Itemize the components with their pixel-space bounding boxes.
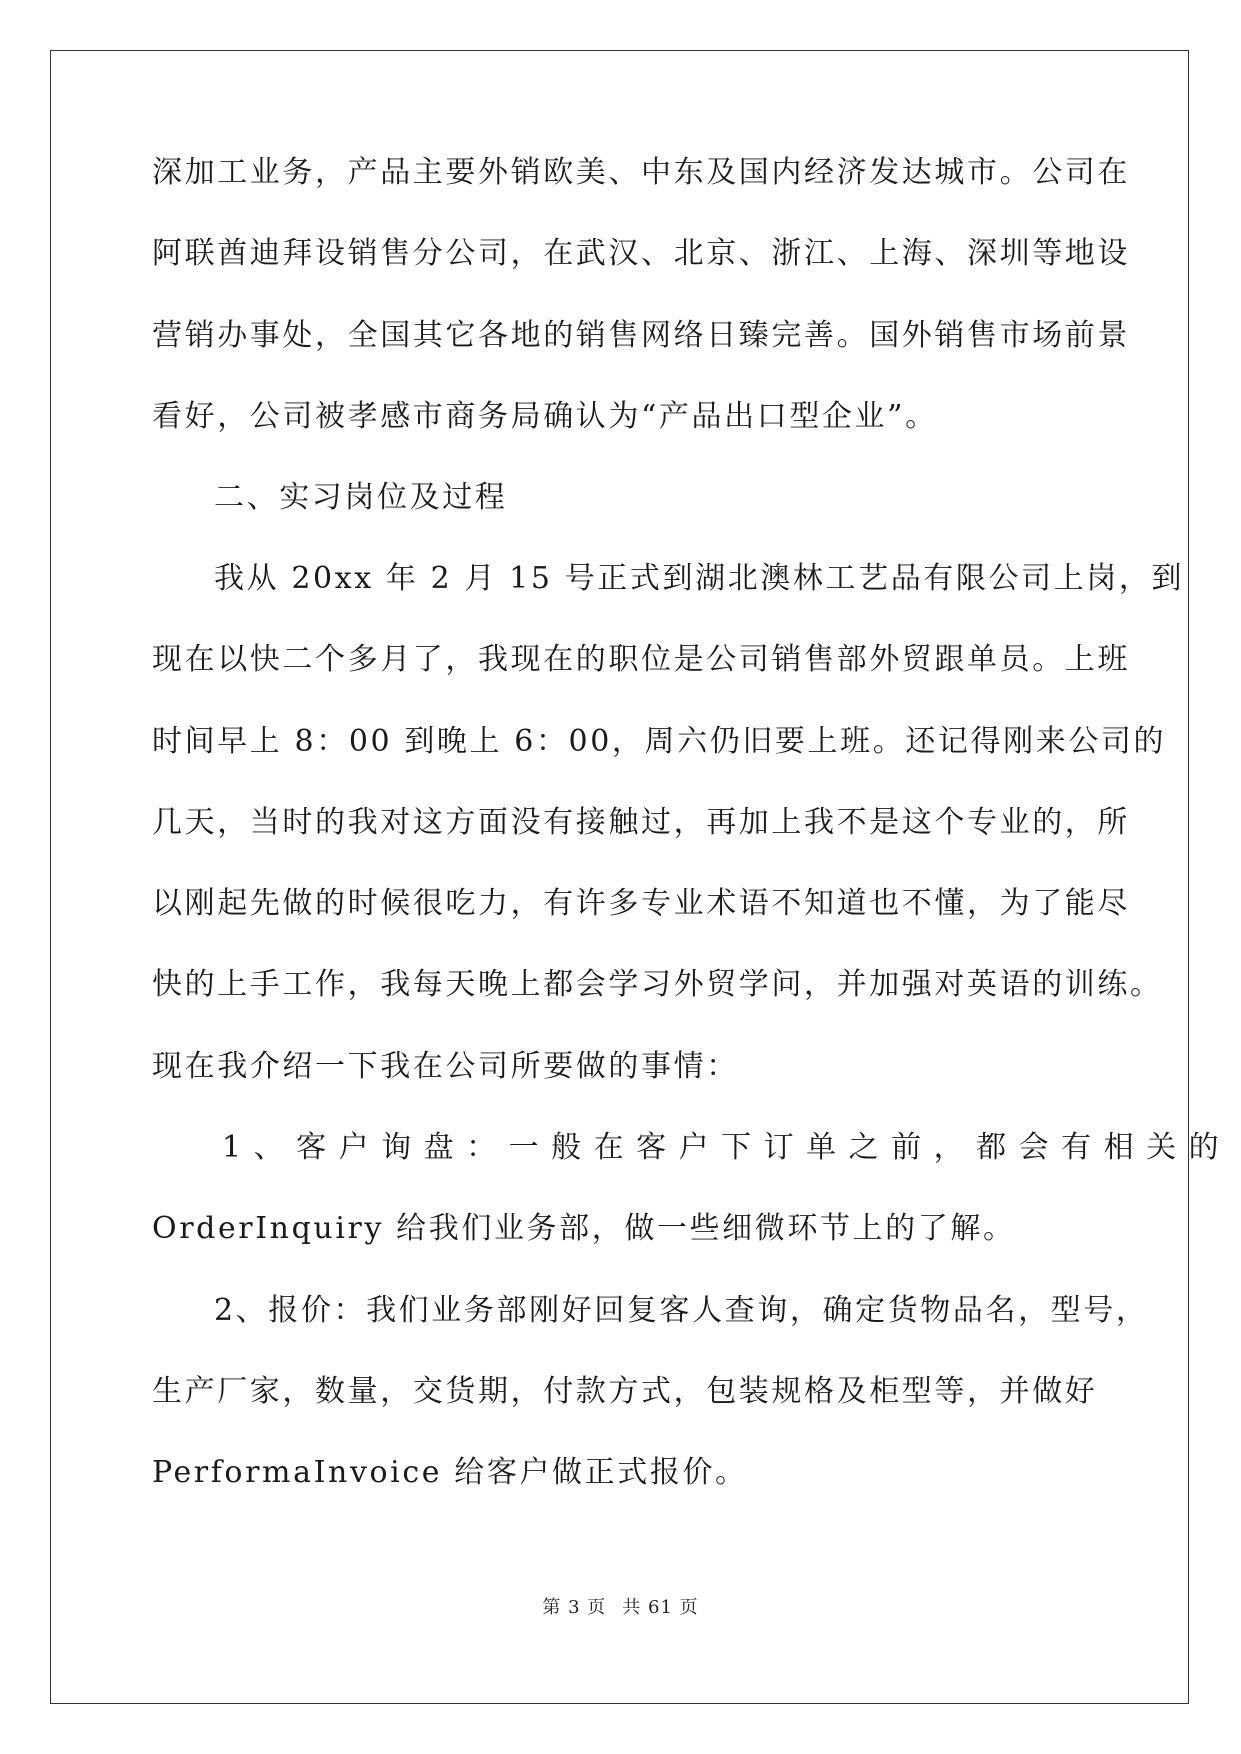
page-number: 第 3 页	[542, 1597, 607, 1618]
list-item-line: 生产厂家，数量，交货期，付款方式，包装规格及柜型等，并做好	[152, 1374, 1098, 1409]
paragraph-line: 几天，当时的我对这方面没有接触过，再加上我不是这个专业的，所	[152, 805, 1130, 840]
paragraph-line: 我从 20xx 年 2 月 15 号正式到湖北澳林工艺品有限公司上岗，到	[214, 561, 1185, 596]
paragraph-line: 时间早上 8：00 到晚上 6：00，周六仍旧要上班。还记得刚来公司的	[152, 724, 1167, 759]
paragraph-line: 看好，公司被孝感市商务局确认为“产品出口型企业”。	[152, 399, 938, 434]
paragraph-line: 深加工业务，产品主要外销欧美、中东及国内经济发达城市。公司在	[152, 155, 1130, 190]
list-item-line: 1、客户询盘：一般在客户下订单之前，都会有相关的	[222, 1130, 1232, 1165]
paragraph-line: 现在以快二个多月了，我现在的职位是公司销售部外贸跟单员。上班	[152, 642, 1130, 677]
section-heading: 二、实习岗位及过程	[214, 480, 508, 515]
paragraph-line: 快的上手工作，我每天晚上都会学习外贸学问，并加强对英语的训练。	[152, 967, 1163, 1002]
paragraph-line: 现在我介绍一下我在公司所要做的事情：	[152, 1049, 739, 1084]
list-item-line: OrderInquiry 给我们业务部，做一些细微环节上的了解。	[152, 1211, 1016, 1246]
list-item-line: 2、报价：我们业务部刚好回复客人查询，确定货物品名，型号，	[214, 1293, 1149, 1328]
paragraph-line: 以刚起先做的时候很吃力，有许多专业术语不知道也不懂，为了能尽	[152, 886, 1130, 921]
page-footer	[0, 1596, 1241, 1620]
list-item-line: PerformaInvoice 给客户做正式报价。	[152, 1455, 748, 1490]
page-total: 共 61 页	[622, 1597, 699, 1618]
paragraph-line: 阿联酋迪拜设销售分公司，在武汉、北京、浙江、上海、深圳等地设	[152, 236, 1130, 271]
paragraph-line: 营销办事处，全国其它各地的销售网络日臻完善。国外销售市场前景	[152, 318, 1130, 353]
